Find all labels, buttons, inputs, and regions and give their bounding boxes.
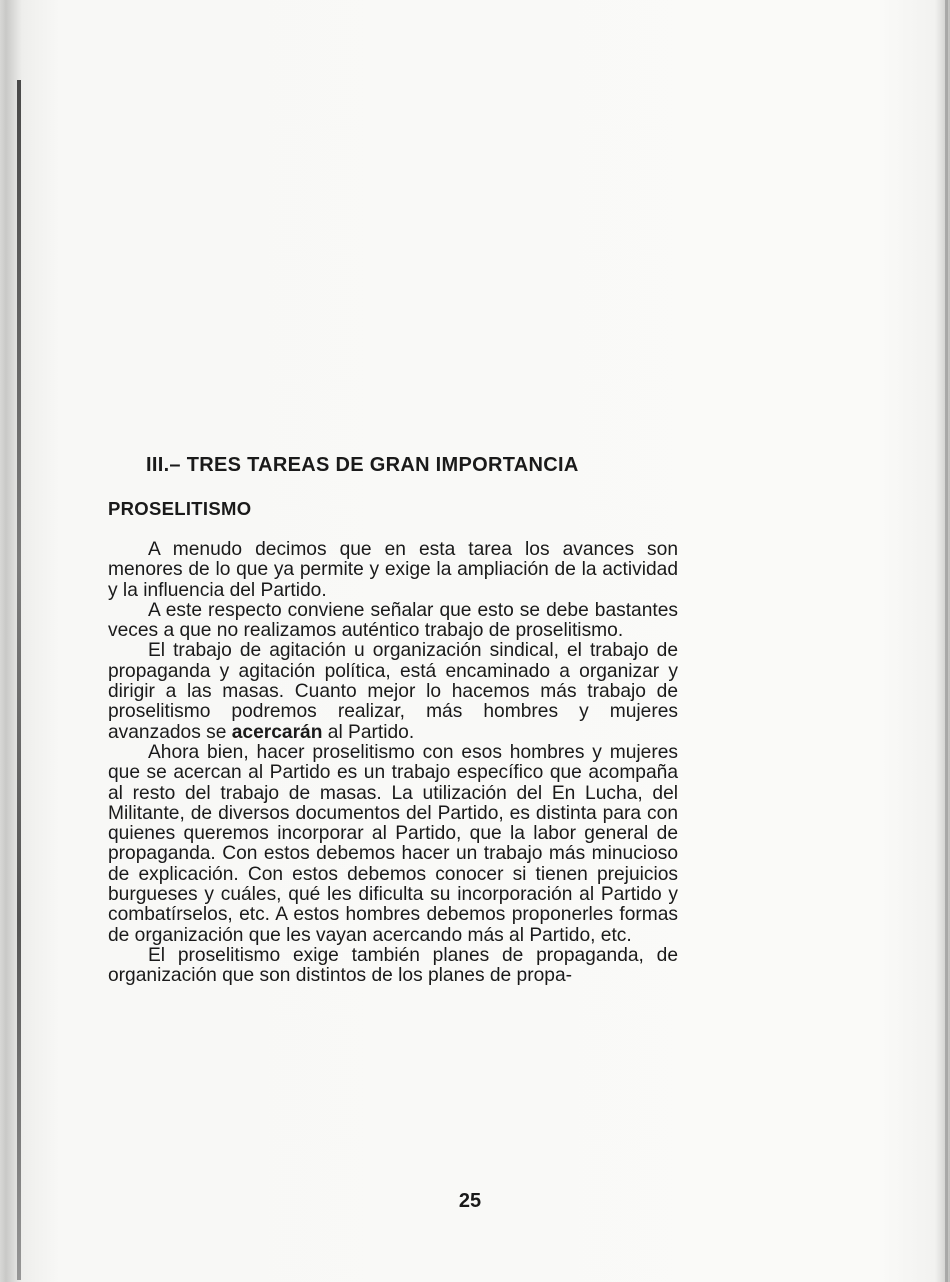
- page-content: [108, 448, 678, 987]
- paragraph-text: A este respecto conviene señalar que esto se debe bastantes veces a que no realizamos auténtico trabajo de proselitismo.: [108, 599, 678, 642]
- paragraph-text: El trabajo de agitación u organización sindical, el trabajo de propaganda y agitación política, está encaminado a organizar y dirigir a las masas. Cuanto mejor lo hacemos más trabajo de proselitismo podremos realizar, más hombres y mujeres avanzados se: [108, 640, 678, 743]
- paragraph-2: [108, 601, 678, 642]
- paragraph-text: A menudo decimos que en esta tarea los avances son menores de lo que ya permite y exige la ampliación de la actividad y la influencia del Partido.: [108, 539, 678, 601]
- section-title: PROSELITISMO: [108, 498, 252, 519]
- emphasized-word: acercarán: [231, 721, 323, 743]
- paragraph-5: [108, 946, 678, 987]
- paragraph-text: al Partido.: [322, 721, 415, 743]
- page-number: 25: [458, 1190, 482, 1212]
- page-spine-shadow: [17, 80, 21, 1280]
- page-edge: [945, 0, 948, 1282]
- paragraph-3: [108, 641, 678, 742]
- paragraph-4: [108, 743, 678, 946]
- chapter-title: III.– TRES TAREAS DE GRAN IMPORTANCIA: [146, 454, 579, 476]
- body-text: [108, 540, 678, 987]
- paragraph-text: El proselitismo exige también planes de propaganda, de organización que son distintos de los planes de propa-: [108, 944, 678, 987]
- paragraph-text: Ahora bien, hacer proselitismo con esos hombres y mujeres que se acercan al Partido es un trabajo específico que acompaña al resto del trabajo de masas. La utilización del En Lucha, del Militante, de diversos documentos del Partido, es distinta para con quienes queremos incorporar al Partido, que la labor general de propaganda. Con estos debemos hacer un trabajo más minucioso de explicación. Con estos debemos conocer si tienen prejuicios burgueses y cuáles, qué les dificulta su incorporación al Partido y combatírselos, etc. A estos hombres debemos proponerles formas de organización que les vayan acercando más al Partido, etc.: [108, 741, 678, 946]
- paragraph-1: [108, 540, 678, 601]
